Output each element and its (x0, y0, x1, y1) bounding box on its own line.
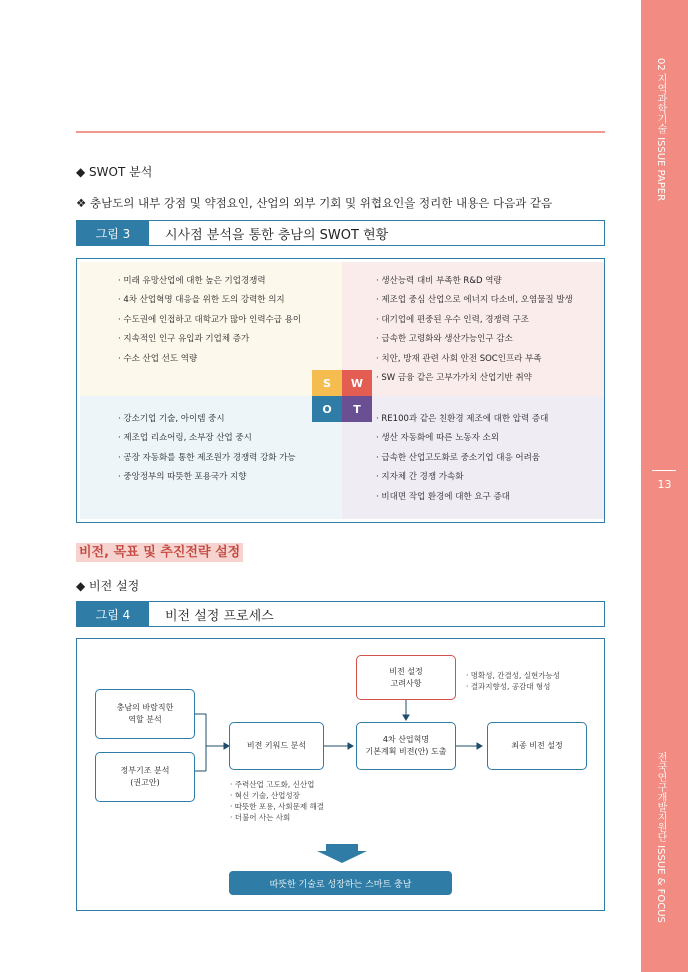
swot-letter-s: S (312, 370, 342, 396)
final-vision-banner: 따뜻한 기술로 성장하는 스마트 충남 (229, 871, 452, 895)
list-item: · 미래 유망산업에 대한 높은 기업경쟁력 (118, 276, 266, 286)
opportunities-list (118, 410, 296, 488)
list-item: · 수소 산업 선도 역량 (118, 353, 198, 364)
swot-intro: ❖ 충남도의 내부 강점 및 약점요인, 산업의 외부 기회 및 위협요인을 정리한 내용은 다음과 같음 (76, 196, 553, 210)
list-item: · 급속한 고령화와 생산가능인구 감소 (376, 334, 513, 345)
keyword-analysis-box: 비전 키워드 분석 (229, 722, 324, 770)
opportunities-quadrant (80, 396, 342, 519)
consideration-box: 비전 설정 고려사항 (356, 655, 456, 700)
list-item: · 비대면 작업 환경에 대한 요구 증대 (376, 491, 510, 502)
page-divider (652, 470, 676, 471)
figure4-label: 그림 4 (77, 602, 149, 626)
vision-heading: ◆ 비전 설정 (76, 579, 140, 593)
list-item: · 강소기업 기술, 아이템 중시 (118, 414, 225, 424)
role-analysis-box: 충남의 바람직한 역할 분석 (95, 689, 195, 739)
weaknesses-quadrant (342, 262, 604, 396)
swot-letter-o: O (312, 396, 342, 422)
top-rule (76, 131, 605, 133)
running-header: 02 지역과학기술 ISSUE PAPER (655, 58, 666, 202)
threats-quadrant (342, 396, 604, 519)
list-item: · 치안, 방재 관련 사회 안전 SOC인프라 부족 (376, 353, 542, 364)
page-number: 13 (657, 478, 672, 491)
figure4-caption (76, 601, 605, 627)
threats-list (376, 410, 548, 507)
draft-vision-box: 4차 산업혁명 기본계획 비전(안) 도출 (356, 722, 456, 770)
figure4-title: 비전 설정 프로세스 (165, 608, 274, 624)
swot-letter-w: W (342, 370, 372, 396)
strengths-quadrant (80, 262, 342, 396)
list-item: · 생산 자동화에 따른 노동자 소외 (376, 433, 499, 444)
list-item: · 급속한 산업고도화로 중소기업 대응 어려움 (376, 452, 541, 463)
swot-heading: ◆ SWOT 분석 (76, 165, 153, 179)
down-arrow-icon (317, 844, 367, 863)
swot-letter-t: T (342, 396, 372, 422)
figure3-caption (76, 220, 605, 246)
list-item: · 제조업 리쇼어링, 소부장 산업 중시 (118, 433, 252, 444)
list-item: · 생산능력 대비 부족한 R&D 역량 (376, 276, 502, 286)
figure3-label: 그림 3 (77, 221, 149, 245)
list-item: · RE100과 같은 친환경 제조에 대한 압력 증대 (376, 414, 549, 424)
list-item: · 지속적인 인구 유입과 기업체 증가 (118, 334, 250, 345)
list-item: · 수도권에 인접하고 대학교가 많아 인력수급 용이 (118, 314, 302, 325)
list-item: · 4차 산업혁명 대응을 위한 도의 강력한 의지 (118, 295, 285, 306)
keyword-notes: · 주력산업 고도화, 신산업 · 혁신 기술, 산업성장 · 따뜻한 포용, 사회문제 해결 · 더불어 사는 사회 (230, 780, 324, 822)
running-footer: 전국연구개발지원단 ISSUE & FOCUS (655, 752, 666, 923)
policy-analysis-box: 정부기조 분석 (권고안) (95, 752, 195, 802)
list-item: · SW 금융 같은 고부가가치 산업기반 취약 (376, 372, 532, 383)
weaknesses-list (376, 272, 573, 388)
consideration-notes: · 명확성, 간결성, 실현가능성 · 결과지향성, 공감대 형성 (466, 671, 560, 691)
strengths-list (118, 272, 301, 369)
list-item: · 지자체 간 경쟁 가속화 (376, 472, 464, 483)
figure3-title: 시사점 분석을 통한 충남의 SWOT 현황 (165, 227, 389, 243)
list-item: · 공장 자동화를 통한 제조원가 경쟁력 강화 가능 (118, 452, 296, 463)
final-vision-box: 최종 비전 설정 (487, 722, 587, 770)
list-item: · 제조업 중심 산업으로 에너지 다소비, 오염물질 발생 (376, 295, 573, 306)
section-title: 비전, 목표 및 추진전략 설정 (76, 543, 243, 562)
list-item: · 중앙정부의 따뜻한 포용국가 지향 (118, 472, 247, 483)
list-item: · 대기업에 편중된 우수 인력, 경쟁력 구조 (376, 314, 529, 325)
